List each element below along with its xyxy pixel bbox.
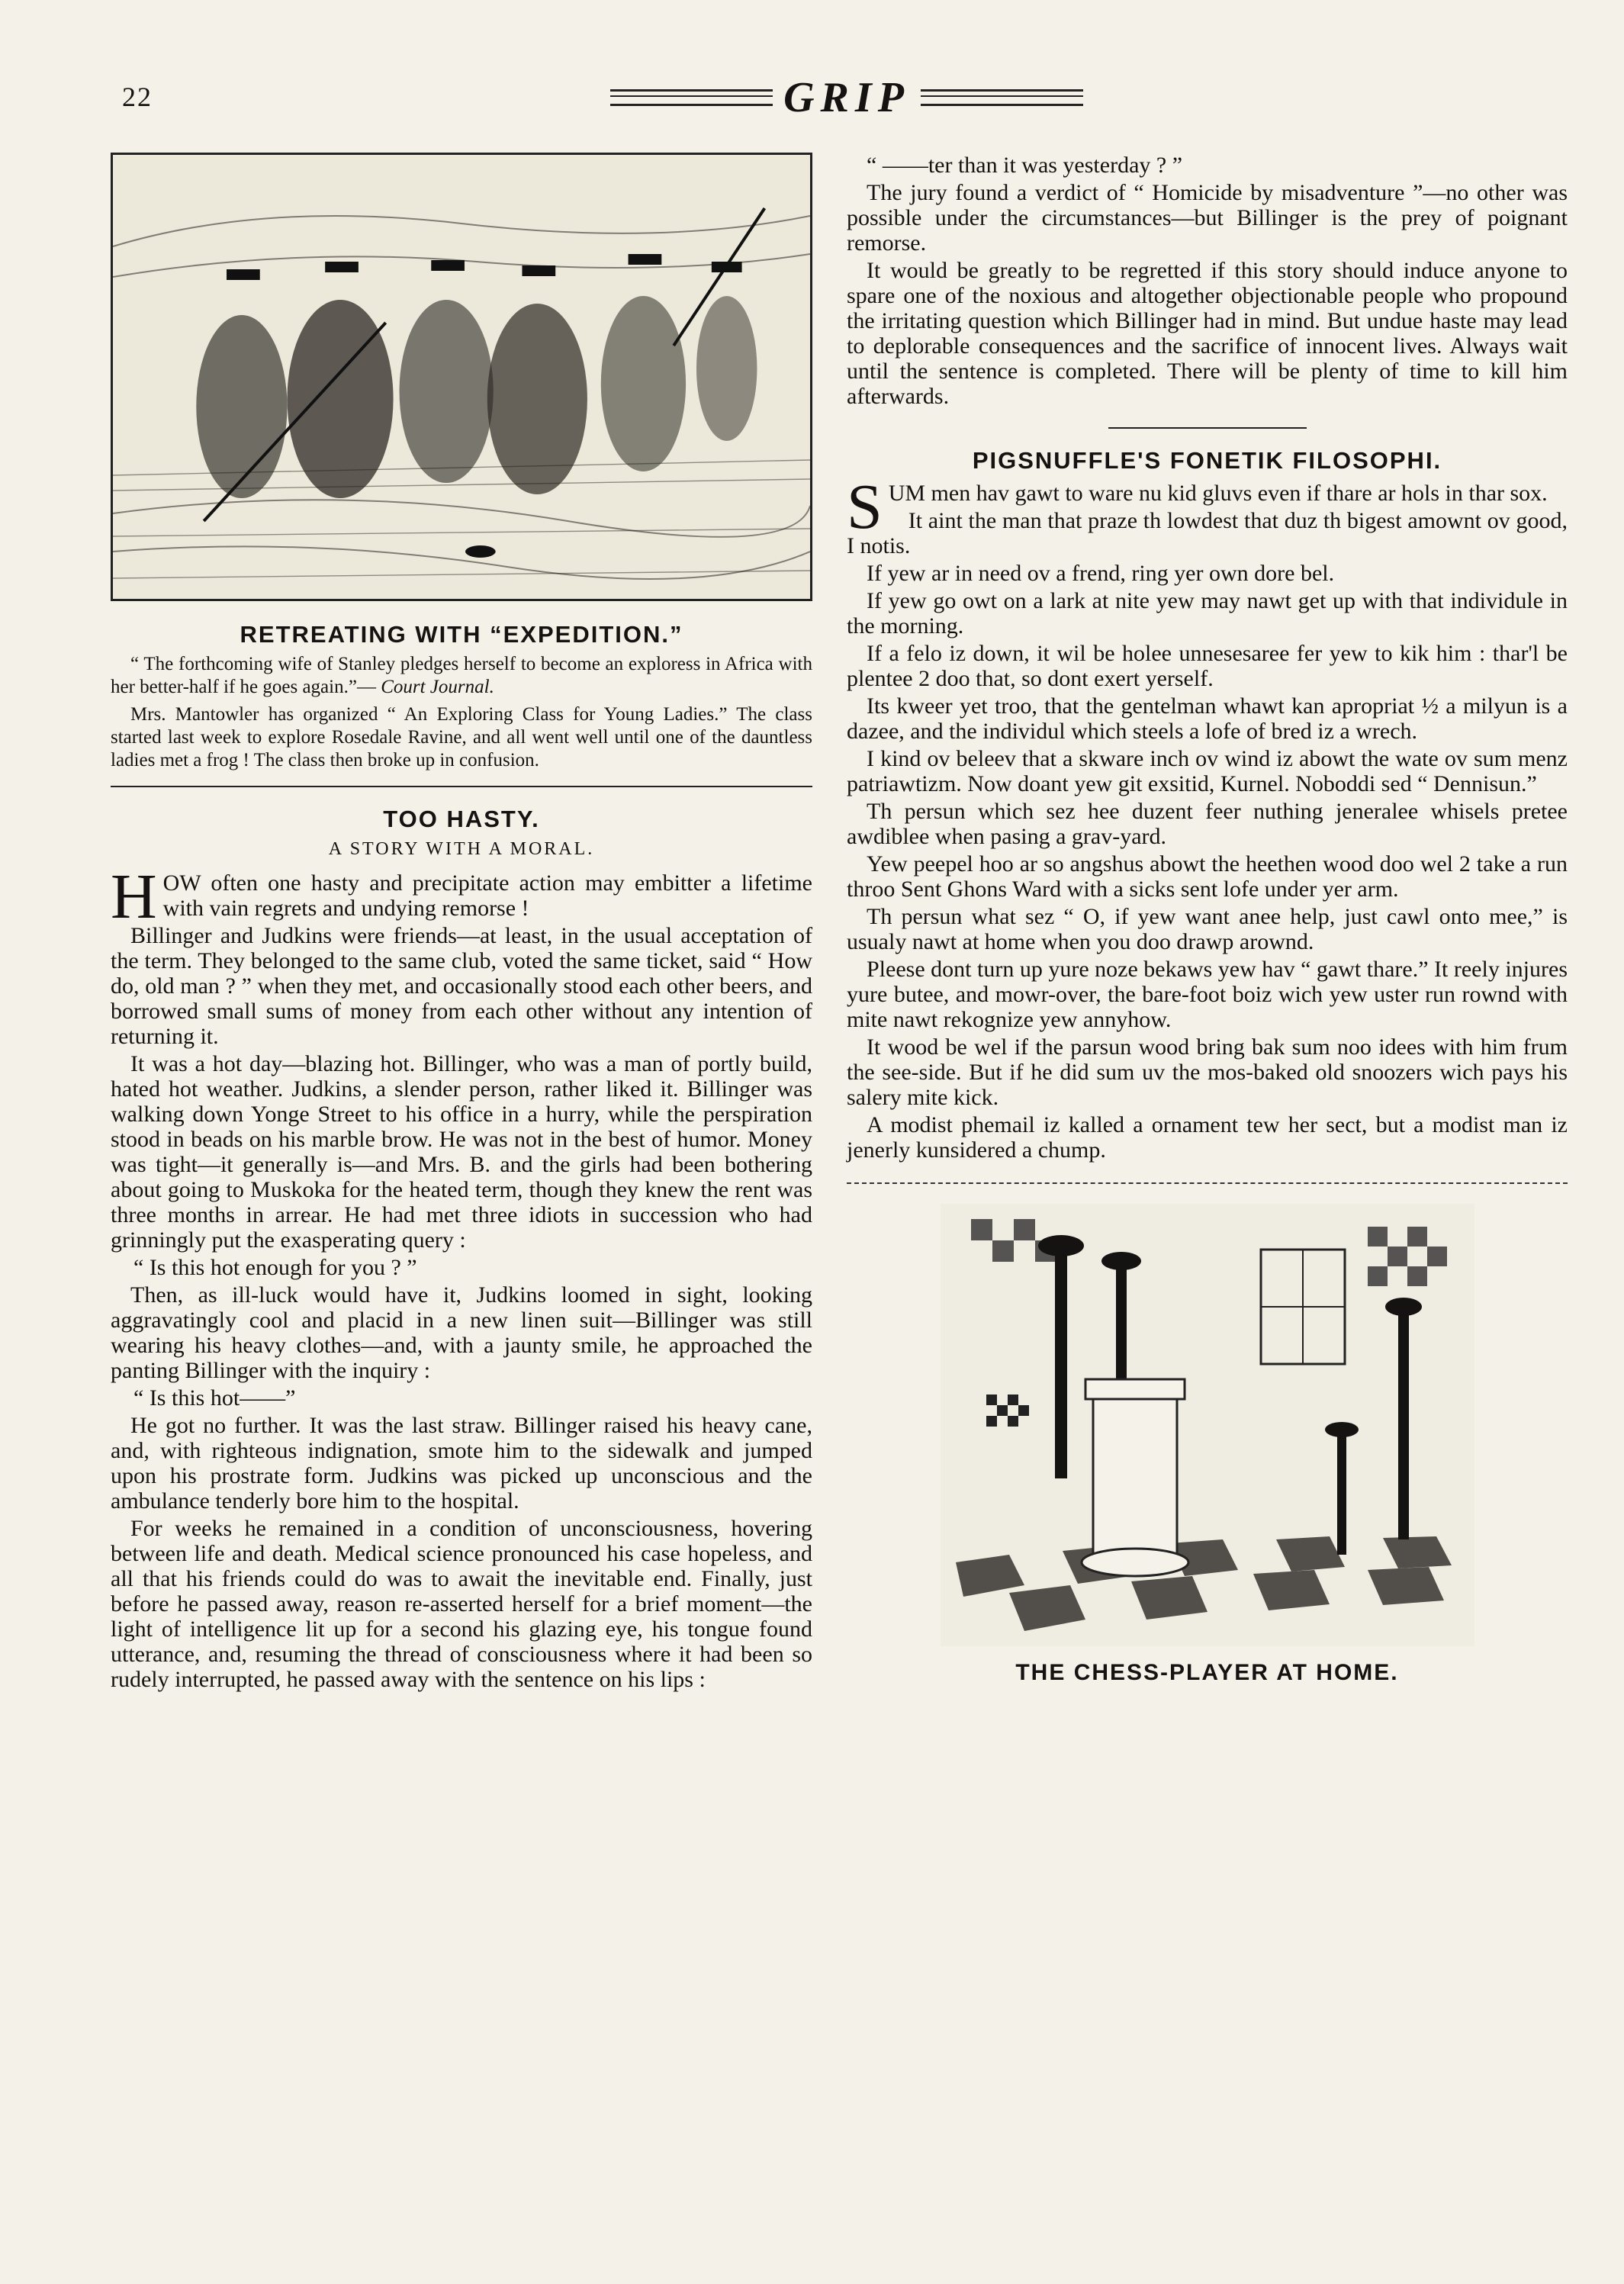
story-paragraph: Then, as ill-luck would have it, Judkins loomed in sight, looking aggravatingly cool and placid in a new linen suit—Billinger was still wearing his heavy clothes—and, with a jaunty smile, he approached the panting Billinger with the inquiry : xyxy=(111,1282,812,1383)
philosophy-dropcap: S xyxy=(847,471,883,542)
philosophy-paragraph: Its kweer yet troo, that the gentelman whawt kan apropriat ½ a milyun is a dazee, and the individul which steels a lofe of bred iz a wrech. xyxy=(847,693,1568,744)
chess-caption: THE CHESS-PLAYER AT HOME. xyxy=(1015,1660,1399,1685)
philosophy-paragraph: If yew go owt on a lark at nite yew may nawt get up with that individule in the morning. xyxy=(847,588,1568,639)
masthead-rule-left xyxy=(610,89,773,106)
masthead xyxy=(610,73,1083,122)
story-paragraph: For weeks he remained in a condition of unconsciousness, hovering between life and death. Medical science pronounced his case hopeless, and all that his friends could do was to await the inevitable end. Finally, just before he passed away, reason re-asserted herself for a brief moment—the light of intelligence lit up for a second his glazing eye, his tongue found utterance, and, resuming the thread of consciousness where it had been so rudely interrupted, he passed away with the sentence on his lips : xyxy=(111,1516,812,1692)
story-quote: “ Is this hot enough for you ? ” xyxy=(133,1255,417,1280)
chess-engraving xyxy=(941,1204,1474,1646)
story-paragraph: The jury found a verdict of “ Homicide by misadventure ”—no other was possible under the circumstances—but Billinger is the prey of poignant remorse. xyxy=(847,180,1568,256)
story-continuation xyxy=(847,153,1568,409)
story-subtitle: A STORY WITH A MORAL. xyxy=(328,839,595,859)
philosophy-paragraph: It aint the man that praze th lowdest that duz th bigest amownt ov good, I notis. xyxy=(847,508,1568,558)
philosophy-paragraph: Pleese dont turn up yure noze bekaws yew hav “ gawt thare.” It reely injures yure butee, and mowr-over, the bare-foot boiz wich yew uster run rownd with mite nawt rekognize yew annyhow. xyxy=(847,957,1568,1032)
story-paragraph: Billinger and Judkins were friends—at least, in the usual acceptation of the term. They belonged to the same club, voted the same ticket, said “ How do, old man ? ” when they met, and occasionally stood each other beers, and borrowed small sums of money from each other without any intention of returning it. xyxy=(111,923,812,1049)
philosophy-paragraph: If yew ar in need ov a frend, ring yer own dore bel. xyxy=(867,561,1335,586)
philosophy-paragraph: If a felo iz down, it wil be holee unnesesaree fer yew to kik him : thar'l be plentee 2 doo that, so dont exert yerself. xyxy=(847,641,1568,691)
page-number: 22 xyxy=(122,82,153,112)
story-paragraph: He got no further. It was the last straw. Billinger raised his heavy cane, and, with righteous indignation, smote him to the sidewalk and jumped upon his prostrate form. Judkins was picked up unconscious and the ambulance tenderly bore him to the hospital. xyxy=(111,1413,812,1514)
story-title: TOO HASTY. xyxy=(383,806,540,832)
right-column xyxy=(847,153,1568,1686)
left-column xyxy=(111,153,812,1694)
philosophy-paragraph: A modist phemail iz kalled a ornament tew her sect, but a modist man iz jenerly kunsidered a chump. xyxy=(847,1112,1568,1163)
story-body xyxy=(111,861,812,1692)
divider xyxy=(111,786,812,787)
masthead-rule-right xyxy=(921,89,1083,106)
philosophy-body xyxy=(847,471,1568,1163)
story-quote: “ Is this hot——” xyxy=(133,1385,296,1411)
story-paragraph: It was a hot day—blazing hot. Billinger, who was a man of portly build, hated hot weather. Judkins, a slender person, rather liked it. Billinger was walking down Yonge Street to his office in a hurry, while the perspiration stood in beads on his marble brow. He was not in the best of humor. Money was tight—it generally is—and Mrs. B. and the girls had been bothering about going to Muskoka for the heated term, though they knew the rent was three months in arrear. He had met three idiots in succession who had grinningly put the exasperating query : xyxy=(111,1051,812,1253)
philosophy-paragraph: I kind ov beleev that a skware inch ov wind iz abowt the wate ov sum menz patriawtizm. Now doant yew git exsitid, Kurnel. Noboddi sed “ Dennisun.” xyxy=(847,746,1568,796)
philosophy-paragraph: SUM men hav gawt to ware nu kid gluvs even if thare ar hols in thar sox. xyxy=(847,471,1548,542)
divider xyxy=(1108,427,1307,429)
story-paragraph: HOW often one hasty and precipitate action may embitter a lifetime with vain regrets and undying remorse ! xyxy=(111,861,812,932)
philosophy-paragraph: Th persun which sez hee duzent feer nuthing jeneralee whisels pretee awdiblee when pasing a grav-yard. xyxy=(847,799,1568,849)
expedition-illustration xyxy=(111,153,812,601)
philosophy-title: PIGSNUFFLE'S FONETIK FILOSOPHI. xyxy=(972,447,1442,474)
philosophy-paragraph: Yew peepel hoo ar so angshus abowt the heethen wood doo wel 2 take a run throo Sent Ghons Ward with a sicks sent lofe under yer arm. xyxy=(847,851,1568,902)
chess-illustration xyxy=(941,1204,1474,1646)
philosophy-paragraph: Th persun what sez “ O, if yew want anee help, just cawl onto mee,” is usualy nawt at home when you doo drawp arownd. xyxy=(847,904,1568,954)
story-paragraph: It would be greatly to be regretted if this story should induce anyone to spare one of the noxious and altogether objectionable people who propound the irritating question which Billinger had in mind. But undue haste may lead to deplorable consequences and the sacrifice of innocent lives. Always wait until the sentence is completed. There will be plenty of time to kill him afterwards. xyxy=(847,258,1568,409)
illustration-text: Mrs. Mantowler has organized “ An Exploring Class for Young Ladies.” The class started last week to explore Rosedale Ravine, and all went well until one of the dauntless ladies met a frog ! The class then broke up in confusion. xyxy=(111,704,812,770)
illustration-source: Court Journal. xyxy=(381,677,494,697)
masthead-title: GRIP xyxy=(783,74,910,121)
divider xyxy=(847,1182,1568,1184)
story-dropcap: H xyxy=(111,861,157,932)
expedition-engraving xyxy=(113,155,810,599)
illustration-title: RETREATING WITH “EXPEDITION.” xyxy=(240,621,683,648)
page-header xyxy=(0,73,1624,127)
illustration-quote: “ The forthcoming wife of Stanley pledges herself to become an exploress in Africa with her better-half if he goes again.”— Court Journal. xyxy=(111,654,812,697)
philosophy-paragraph: It wood be wel if the parsun wood bring bak sum noo idees with him frum the see-side. But if he did sum uv the mos-baked old snoozers wich pays his salery mite kick. xyxy=(847,1034,1568,1110)
story-paragraph: “ ——ter than it was yesterday ? ” xyxy=(867,153,1183,178)
